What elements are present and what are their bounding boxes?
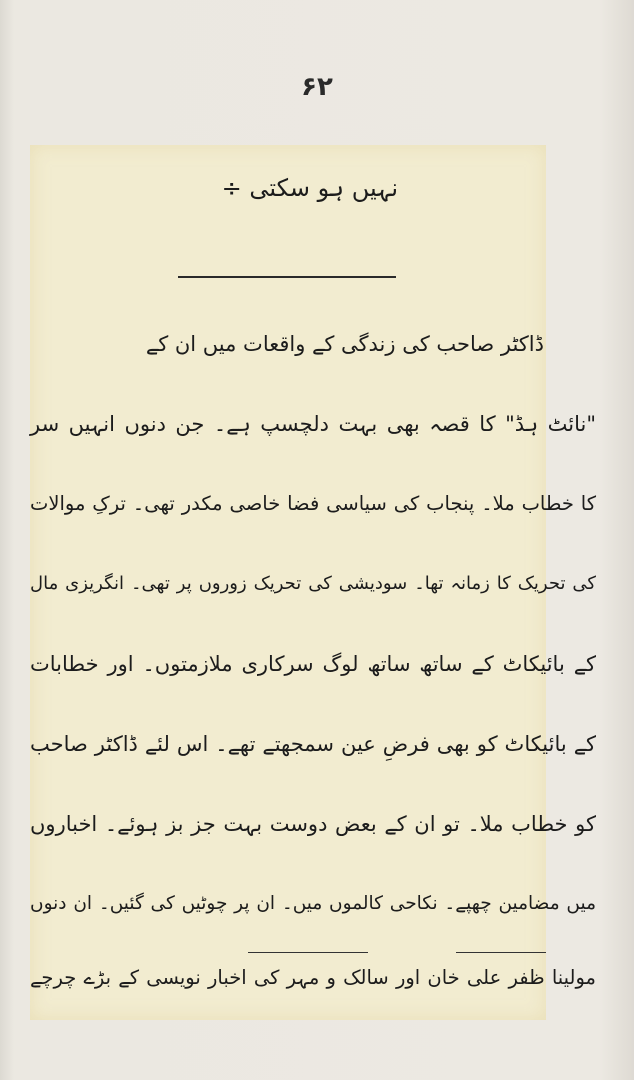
page-number: ۶۲ <box>301 72 333 102</box>
paragraph-line: مولینا ظفر علی خان اور سالک و مہر کی اخبار نویسی کے بڑے چرچے <box>30 966 596 989</box>
paragraph-line: کا خطاب ملا۔ پنجاب کی سیاسی فضا خاصی مکدر تھی۔ ترکِ موالات <box>30 492 596 515</box>
paragraph-line: ڈاکٹر صاحب کی زندگی کے واقعات میں ان کے <box>145 332 544 356</box>
paragraph-line: کو خطاب ملا۔ تو ان کے بعض دوست بہت جز بز ہوئے۔ اخباروں <box>30 812 596 836</box>
paragraph-line: میں مضامین چھپے۔ نکاحی کالموں میں۔ ان پر چوٹیں کی گئیں۔ ان دنوں <box>30 893 596 914</box>
paragraph-line: کے بائیکاٹ کو بھی فرضِ عین سمجھتے تھے۔ اس لئے ڈاکٹر صاحب <box>30 732 596 756</box>
name-overline <box>456 952 546 953</box>
paragraph-line: کی تحریک کا زمانہ تھا۔ سودیشی کی تحریک زوروں پر تھی۔ انگریزی مال <box>30 573 596 594</box>
name-overline <box>248 952 368 953</box>
carry-over-line: نہیں ہو سکتی ÷ <box>221 174 398 202</box>
section-divider <box>178 276 396 278</box>
paragraph-line: "نائٹ ہڈ" کا قصہ بھی بہت دلچسپ ہے۔ جن دنوں انہیں سر <box>30 412 596 436</box>
paragraph-line: کے بائیکاٹ کے ساتھ ساتھ لوگ سرکاری ملازمتوں۔ اور خطابات <box>30 652 596 676</box>
